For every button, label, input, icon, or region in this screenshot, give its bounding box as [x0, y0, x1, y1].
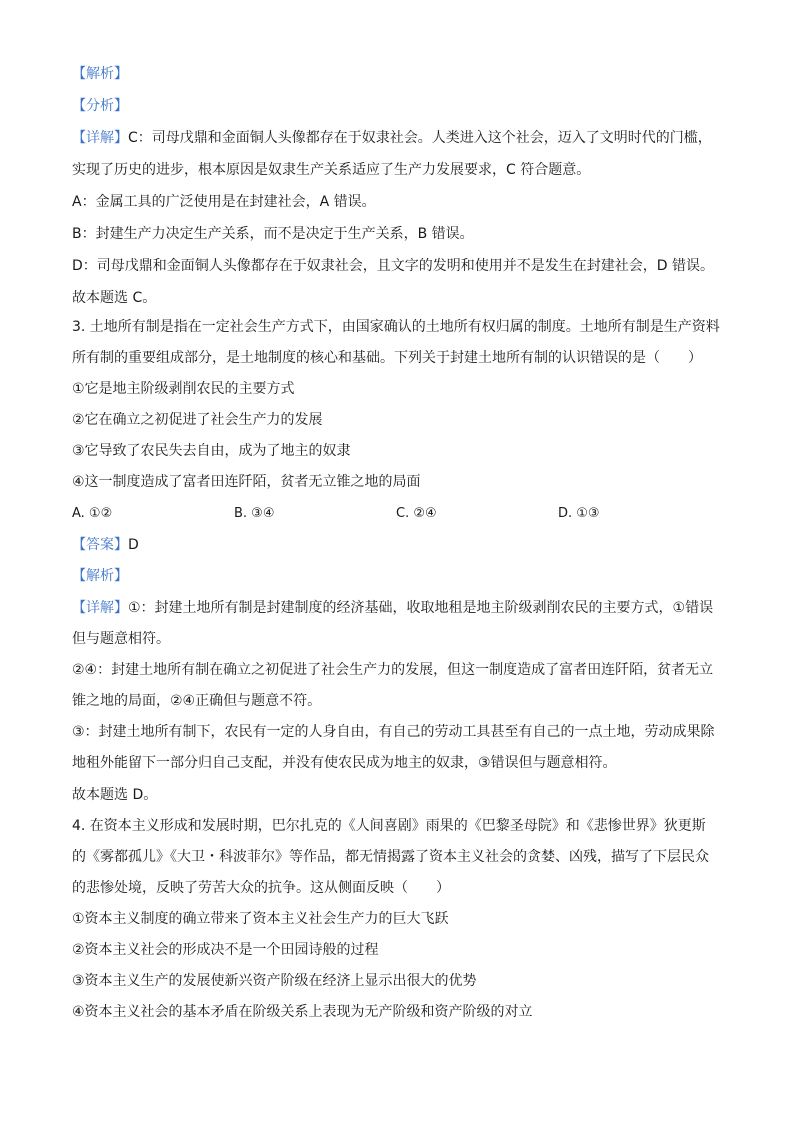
detail-tag: 【详解】: [72, 600, 128, 616]
answer-line: [72, 535, 732, 555]
analysis-tag: 【解析】: [72, 66, 128, 82]
detail-line: [72, 598, 732, 618]
answer-value: D: [128, 537, 139, 553]
question-3-line: 所有制的重要组成部分，是土地制度的核心和基础。下列关于封建土地所有制的认识错误的是（ ）: [72, 350, 702, 366]
text-line: 地租外能留下一部分归自己支配，并没有使农民成为地主的奴隶，③错误但与题意相符。: [72, 755, 617, 771]
option-b: B. ③④: [234, 506, 275, 521]
text-line: ②④：封建土地所有制在确立之初促进了社会生产力的发展，但这一制度造成了富者田连阡陌，贫者无立: [72, 662, 714, 678]
statement-line: ③资本主义生产的发展使新兴资产阶级在经济上显示出很大的优势: [72, 973, 477, 989]
question-4-line: 4. 在资本主义形成和发展时期，巴尔扎克的《人间喜剧》雨果的《巴黎圣母院》和《悲惨世界》狄更斯: [72, 818, 706, 834]
text-line: D：司母戊鼎和金面铜人头像都存在于奴隶社会，且文字的发明和使用并不是发生在封建社会，D 错误。: [72, 258, 715, 274]
option-a: A. ①②: [72, 506, 113, 521]
statement-line: ④这一制度造成了富者田连阡陌，贫者无立锥之地的局面: [72, 474, 421, 490]
detail-line: [72, 128, 732, 148]
option-d: D. ①③: [558, 506, 600, 521]
question-3-line: 3. 土地所有制是指在一定社会生产方式下，由国家确认的土地所有权归属的制度。土地所有制是生产资料: [72, 319, 720, 335]
detail-text: C：司母戊鼎和金面铜人头像都存在于奴隶社会。人类进入这个社会，迈入了文明时代的门槛，: [128, 130, 712, 146]
text-line: 锥之地的局面，②④正确但与题意不符。: [72, 693, 322, 709]
detail-tag: 【详解】: [72, 130, 128, 146]
analysis-tag: 【解析】: [72, 568, 128, 584]
statement-line: ②它在确立之初促进了社会生产力的发展: [72, 412, 323, 428]
text-line: ③：封建土地所有制下，农民有一定的人身自由，有自己的劳动工具甚至有自己的一点土地，劳动成果除: [72, 724, 715, 740]
options-q3: [72, 504, 732, 524]
text-line: B：封建生产力决定生产关系，而不是决定于生产关系，B 错误。: [72, 226, 474, 242]
text-line: 但与题意相符。: [72, 631, 170, 647]
question-4-line: 的《雾都孤儿》《大卫・科波菲尔》等作品，都无情揭露了资本主义社会的贪婪、凶残，描写了下层民众: [72, 849, 709, 865]
statement-line: ④资本主义社会的基本矛盾在阶级关系上表现为无产阶级和资产阶级的对立: [72, 1004, 533, 1020]
analysis-sub-tag: 【分析】: [72, 98, 128, 114]
question-4-line: 的悲惨处境，反映了劳苦大众的抗争。这从侧面反映（ ）: [72, 880, 450, 896]
statement-line: ②资本主义社会的形成决不是一个田园诗般的过程: [72, 942, 379, 958]
answer-tag: 【答案】: [72, 537, 128, 553]
detail-text: ①：封建土地所有制是封建制度的经济基础，收取地租是地主阶级剥削农民的主要方式，①错误: [128, 600, 714, 616]
text-line: 实现了历史的进步，根本原因是奴隶生产关系适应了生产力发展要求，C 符合题意。: [72, 162, 591, 178]
statement-line: ①它是地主阶级剥削农民的主要方式: [72, 381, 295, 397]
text-line: 故本题选 D。: [72, 787, 158, 803]
statement-line: ①资本主义制度的确立带来了资本主义社会生产力的巨大飞跃: [72, 911, 449, 927]
text-line: 故本题选 C。: [72, 290, 157, 306]
statement-line: ③它导致了农民失去自由，成为了地主的奴隶: [72, 443, 351, 459]
option-c: C. ②④: [396, 506, 437, 521]
text-line: A：金属工具的广泛使用是在封建社会，A 错误。: [72, 194, 376, 210]
